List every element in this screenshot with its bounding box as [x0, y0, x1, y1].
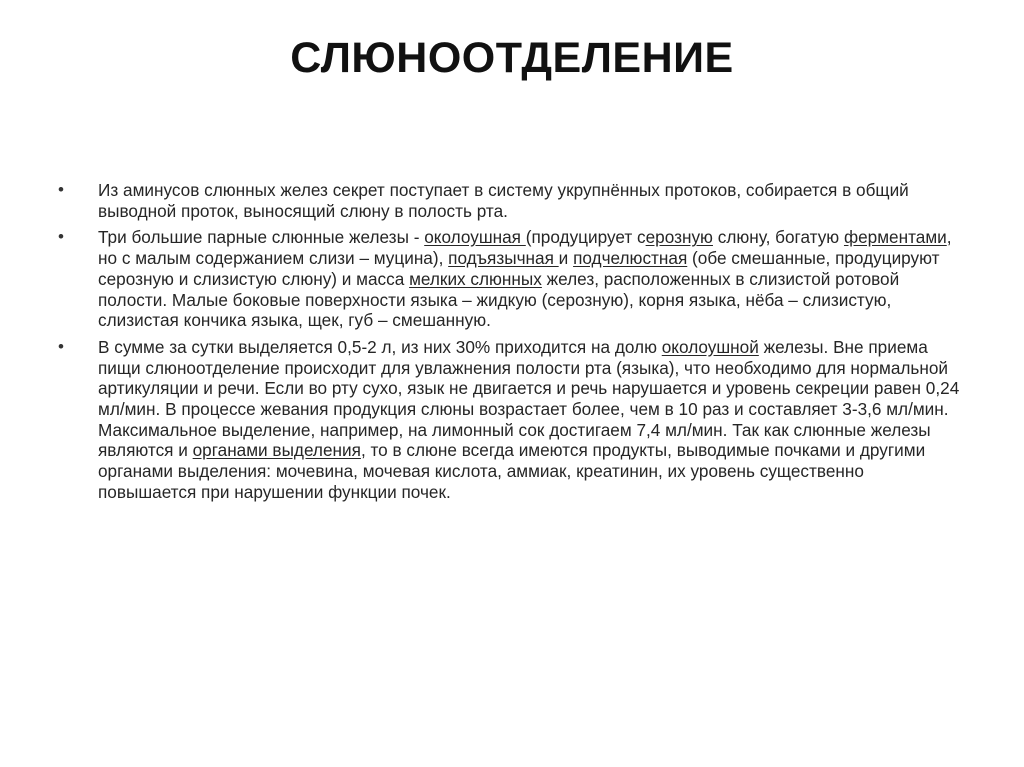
text-segment: желез, расположенных в слизистой ротовой полости. Малые боковые поверхности языка – жидкую (серозную), корня языка, нёба – слизистую, слизистая кончика языка, щек, губ – смешанную. — [98, 268, 900, 331]
bullet-marker: • — [58, 180, 64, 199]
bullet-marker: • — [58, 336, 64, 356]
underlined-term: подъязычная — [448, 248, 559, 269]
underlined-term: органами выделения — [192, 440, 361, 461]
bullet-text — [98, 337, 959, 502]
bullet-item — [58, 337, 963, 503]
bullet-item — [58, 227, 963, 331]
slide-title: СЛЮНООТДЕЛЕНИЕ — [290, 34, 734, 82]
underlined-term: околоушной — [661, 336, 759, 357]
underlined-term: ферментами — [843, 227, 947, 248]
underlined-term: ерозную — [645, 227, 713, 248]
underlined-term: околоушная — [424, 227, 526, 248]
text-segment: Из аминусов слюнных желез секрет поступает в систему укрупнённых протоков, собирается в общий выводной проток, выносящий слюну в полость рта. — [98, 180, 909, 221]
text-segment: железы. Вне приема пищи слюноотделение происходит для увлажнения полости рта (языка), что необходимо для нормальной артикуляции и речи. Если во рту сухо, язык не двигается и речь нарушается и уровень секреции равен 0,24 мл/мин. В процессе жевания продукция слюны возрастает более, чем в 10 раз и составляет 3-3,6 мл/мин. Максимальное выделение, например, на лимонный сок достигаем 7,4 мл/мин. Так как слюнные железы являются и — [98, 336, 960, 461]
underlined-term: подчелюстная — [573, 248, 688, 269]
text-segment: Три большие парные слюнные железы - — [98, 227, 425, 248]
bullet-text — [98, 180, 909, 221]
bullet-item — [58, 180, 963, 221]
text-segment: (продуцирует с — [525, 227, 646, 248]
text-segment: слюну, богатую — [712, 227, 844, 248]
text-segment: , но с малым содержанием слизи – муцина), — [98, 227, 952, 269]
bullet-marker: • — [58, 227, 64, 247]
bullet-text — [98, 227, 952, 330]
text-segment: В сумме за сутки выделяется 0,5-2 л, из них 30% приходится на долю — [98, 336, 662, 357]
text-segment: , то в слюне всегда имеются продукты, выводимые почками и другими органами выделения: мочевина, мочевая кислота, аммиак, креатинин, их уровень существенно повышается при нарушении функции почек. — [98, 440, 926, 502]
underlined-term: мелких слюнных — [409, 268, 542, 289]
text-segment: (обе смешанные, продуцируют серозную и слизистую слюну) и масса — [98, 248, 940, 289]
bullet-list — [58, 180, 963, 509]
text-segment: и — [558, 248, 574, 269]
